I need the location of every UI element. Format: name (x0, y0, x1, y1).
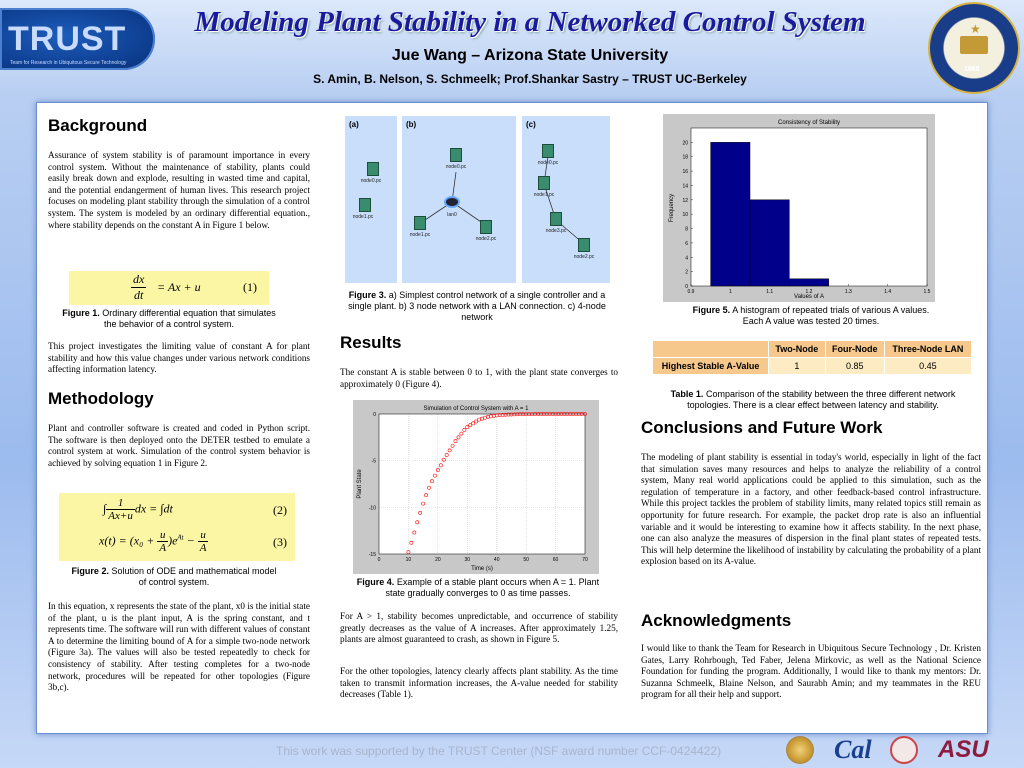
figure5-ytick-label: 18 (682, 154, 688, 161)
trust-logo-text: TRUST (8, 20, 127, 58)
figure5-xtick-label: 1.5 (923, 289, 931, 295)
node-label: node0.pc (360, 178, 382, 184)
node-label: node0.pc (445, 164, 467, 170)
figure3b-label: (b) (406, 120, 417, 129)
figure4-xtick-label: 0 (377, 557, 381, 563)
figure5-ytick-label: 10 (682, 212, 688, 219)
node-icon (542, 144, 554, 158)
node-icon (367, 162, 379, 176)
figure4-plot-area (379, 414, 585, 554)
lan-label: lan0 (447, 212, 457, 218)
results-para2: For A > 1, stability becomes unpredictable, and occurrence of stability greatly decreases as the value of A increases. After approximately 1.25, plants are almost guaranteed to crash, as shown in Figure 5. (340, 611, 618, 645)
figure4-ylabel: Plant State (357, 469, 363, 499)
lan-hub-icon (444, 196, 460, 208)
figure5-ytick-label: 0 (685, 284, 688, 290)
uc-seal-icon (928, 2, 1020, 94)
figure4-xtick-label: 50 (523, 557, 529, 563)
equation-1 (69, 271, 269, 305)
figure4-xtick-label: 20 (435, 557, 441, 563)
node-icon (450, 148, 462, 162)
figure5-xtick-label: 1.2 (805, 289, 813, 295)
eq1-rhs: = Ax + u (157, 280, 201, 294)
table1 (652, 340, 972, 375)
figure4-chart (353, 400, 599, 574)
eq2-number: (2) (273, 503, 287, 517)
figure4-title: Simulation of Control System with A = 1 (423, 406, 529, 412)
methodology-heading: Methodology (48, 389, 154, 408)
figure5-xtick-label: 1.1 (766, 289, 774, 295)
trust-logo (0, 8, 155, 70)
berkeley-seal-icon (890, 736, 918, 764)
figure4-xlabel: Time (s) (471, 566, 493, 572)
table1-row-label: Highest Stable A-Value (653, 358, 769, 375)
eq3-number: (3) (273, 535, 287, 549)
figure4-xtick-label: 10 (405, 557, 412, 563)
conclusions-para: The modeling of plant stability is essential in today's world, especially in light of the fact that simulation saves many resources and helps to analyze the reliability of a control system, Many real world applications could be applied to this simulation, such as the regulation of temperature in a factory, and other feedback-based control infrastructure. While this project tackles the problem of stability limits, many related topics still remain as opportunity for future research. For example, the packet drop rate is also an influential variable and it would be interesting to examine how it affects stability. In the next phase, one can also analyze the measures of dispersion in the final plant states of repeated tests. This will help determine the likelihood of instability by calculating the probability of a plant explosion based on its A-value. (641, 452, 981, 567)
node-label: node2.pc (573, 254, 595, 260)
table1-cell: 0.45 (884, 358, 971, 375)
background-para1: Assurance of system stability is of paramount importance in every control system. Without the maintenance of stability, plants could easily break down and explode, resulting in wasted time and capital, and the potential endangerment of human lives. This research project focuses on modeling plant stability through the simulation of a control system. The system is modeled by an ordinary differential equation., where stability depends on the constant A in Figure 1 below. (48, 150, 310, 230)
figure5-ytick-label: 14 (682, 183, 688, 190)
node-label: node3.pc (545, 228, 567, 234)
background-heading: Background (48, 116, 148, 135)
node-icon (550, 212, 562, 226)
poster-subtitle: Jue Wang – Arizona State University (391, 47, 669, 64)
figure3b-panel (402, 116, 516, 283)
table1-col-three-node-lan: Three-Node LAN (884, 341, 971, 358)
equation-2-3 (59, 493, 295, 561)
trust-logo-tagline: Team for Research in Ubiquitous Secure Technology (10, 60, 127, 66)
figure1-caption: Figure 1. Ordinary differential equation that simulates the behavior of a control system. (62, 308, 276, 329)
figure4-ytick-label: 0 (373, 412, 376, 418)
figure3a-panel (345, 116, 397, 283)
methodology-para1: Plant and controller software is created and coded in Python script. The software is then deployed onto the DETER testbed to emulate a control system at work. Simulation of the control system behavior is achieved by solving equation 1 in Figure 2. (48, 423, 310, 468)
figure5-caption: Figure 5. A histogram of repeated trials of various A values. Each A value was tested 20 times. (692, 305, 930, 326)
figure5-ytick-label: 16 (682, 169, 688, 176)
node-label: node2.pc (475, 236, 497, 242)
figure5-xtick-label: 1.3 (844, 289, 852, 295)
cal-logo-icon: Cal (834, 735, 872, 764)
figure3c-label: (c) (526, 120, 536, 129)
node-icon (578, 238, 590, 252)
seal-book-icon (960, 36, 988, 54)
node-icon (538, 176, 550, 190)
figure5-ytick-label: 6 (685, 240, 688, 247)
conclusions-heading: Conclusions and Future Work (641, 418, 883, 437)
seal-star-icon: ★ (970, 22, 981, 36)
figure5-xtick-label: 0.9 (687, 289, 695, 295)
figure5-bar (711, 142, 750, 286)
figure5-ytick-label: 20 (682, 140, 688, 147)
eq1-number: (1) (243, 280, 257, 294)
figure4-ytick-label: -10 (368, 505, 376, 512)
figure3c-panel (522, 116, 610, 283)
node-label: node1.pc (352, 214, 374, 220)
eq2-body: ∫ $\frac{1}{Ax+u}$ dx = ∫dt (103, 497, 173, 522)
figure4-xtick-label: 70 (582, 557, 588, 563)
figure5-xlabel: Values of A (794, 294, 824, 300)
figure4-ytick-label: -15 (368, 552, 376, 558)
table1-col-two-node: Two-Node (769, 341, 825, 358)
figure4-xtick-label: 60 (552, 557, 559, 563)
acknowledgments-heading: Acknowledgments (641, 611, 792, 630)
eq1-fraction: $\frac{dx}{dt}$ (133, 272, 145, 302)
figure5-xtick-label: 1 (728, 289, 732, 295)
node-icon (480, 220, 492, 234)
poster-authors: S. Amin, B. Nelson, S. Schmeelk; Prof.Shankar Sastry – TRUST UC-Berkeley (313, 72, 747, 86)
eq3-body: x(t) = (x₀ + $\frac{u}{A}$ )$e^{At}$ − $\frac{u}{A}$ (99, 529, 207, 554)
table1-col-four-node: Four-Node (825, 341, 884, 358)
results-para1: The constant A is stable between 0 to 1, with the plant state converges to approximately 0 (Figure 4). (340, 367, 618, 389)
poster-title: Modeling Plant Stability in a Networked Control System (194, 6, 866, 38)
table1-corner (653, 341, 769, 358)
figure5-ytick-label: 4 (685, 255, 688, 262)
methodology-para2: In this equation, x represents the state of the plant, x0 is the initial state of the plant, u is the plant input, A is the spring constant, and t represents time. The software will run with different values of constant A to determine the limiting bound of A for a simple two-node network (Figure 3a). The values will also be tested repeatedly to check for consistency of stability. After testing completes for a two-node network, procedures will be repeated for other topologies (Figure 3b,c). (48, 601, 310, 693)
footer-text: This work was supported by the TRUST Center (NSF award number CCF-0424422) (276, 744, 722, 758)
poster-panel (36, 102, 988, 734)
node-label: node1.pc (409, 232, 431, 238)
figure4-caption: Figure 4. Example of a stable plant occurs when A = 1. Plant state gradually converges to 0 as time passes. (356, 577, 600, 598)
figure3-caption: Figure 3. a) Simplest control network of a single controller and a single plant. b) 3 node network with a LAN connection. c) 4-node network (348, 290, 606, 322)
figure4-ytick-label: -5 (371, 458, 376, 465)
asu-logo-icon: ASU (938, 736, 989, 763)
figure5-ytick-label: 12 (682, 197, 688, 204)
table1-header-row (653, 341, 972, 358)
table1-caption: Table 1. Comparison of the stability between the three different network topologies. There is a clear effect between latency and stability. (670, 389, 956, 410)
figure4-xtick-label: 30 (464, 557, 471, 563)
figure2-caption: Figure 2. Solution of ODE and mathematical model of control system. (71, 566, 277, 587)
figure4-xtick-label: 40 (493, 557, 500, 563)
background-para2: This project investigates the limiting value of constant A for plant stability and how this value changes under various network conditions affecting information latency. (48, 341, 310, 375)
seal-year: 1868 (964, 66, 980, 73)
table1-cell: 0.85 (825, 358, 884, 375)
node-icon (414, 216, 426, 230)
figure5-ytick-label: 2 (685, 269, 688, 276)
figure5-xtick-label: 1.4 (884, 289, 892, 295)
node-label: node1.pc (533, 192, 555, 198)
figure5-ylabel: Frequency (669, 193, 675, 223)
nsf-logo-icon (786, 736, 814, 764)
acknowledgments-para: I would like to thank the Team for Research in Ubiquitous Secure Technology , Dr. Kristen Gates, Larry Rohrbough, Ted Faber, Jelena Mirkovic, as well as the National Science Foundation for funding the program. Additionally, I would like to thank my mentors: Dr. Suzanna Schmeelk, Blaine Nelson, and Saurabh Amin; and my teammates in the REU program for all their help and support. (641, 643, 981, 700)
figure3a-label: (a) (349, 120, 359, 129)
node-icon (359, 198, 371, 212)
figure5-title: Consistency of Stability (777, 120, 841, 126)
figure5-chart (663, 114, 935, 302)
table-row (653, 358, 972, 375)
results-para3: For the other topologies, latency clearly affects plant stability. As the time taken to transmit information increases, the A-value needed for stability decreases (Table 1). (340, 666, 618, 700)
table1-cell: 1 (769, 358, 825, 375)
node-label: node0.pc (537, 160, 559, 166)
figure5-bar (750, 200, 789, 286)
figure5-ytick-label: 8 (685, 226, 688, 233)
results-heading: Results (340, 333, 402, 352)
